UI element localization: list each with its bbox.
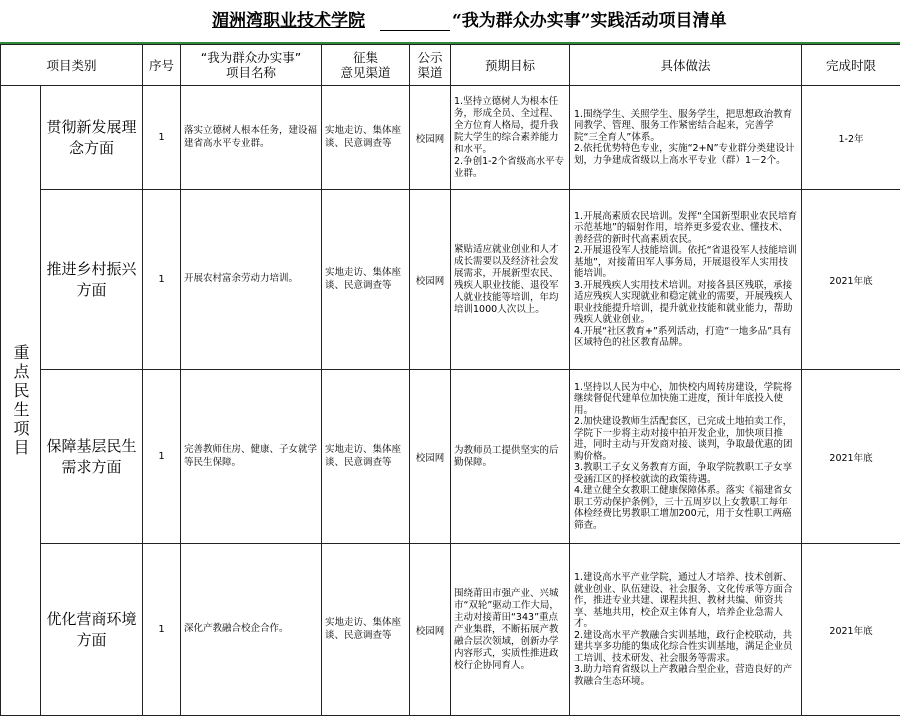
goal-cell: 为教师员工提供坚实的后勤保障。 [451,370,570,544]
measure-item: 1.建设高水平产业学院，通过人才培养、技术创新、就业创业、队伍建设、社会服务、文化传承等方面合作，推进专业共建、课程共担、教材共编、师资共享、基地共用，校企双主体育人，培养企业急需人才。 [574,572,793,629]
category-cell: 重点民生项目 [1,86,41,716]
project-name-cell: 落实立德树人根本任务，建设福建省高水平专业群。 [181,86,322,190]
measures-cell [570,86,802,190]
table-row [1,544,900,716]
seq-cell: 1 [143,370,181,544]
channel-cell: 实地走访、集体座谈、民意调查等 [322,190,410,370]
measure-item: 4.开展“社区教育+”系列活动，打造“一地多品”具有区域特色的社区教育品牌。 [574,325,792,348]
project-name-cell: 深化产教融合校企合作。 [181,544,322,716]
title-subject: “我为群众办实事”实践活动项目清单 [452,11,727,31]
subcategory-cell: 保障基层民生需求方面 [41,370,143,544]
project-name-cell: 开展农村富余劳动力培训。 [181,190,322,370]
header-row [1,45,900,86]
measure-item: 2.加快建设教师生活配套区，已完成土地拍卖工作，学院下一步将主动对接中拍开发企业，加快项目推进，同时主动与开发商对接、谈判，争取最优惠的团购价格。 [574,416,793,462]
time-cell: 2021年底 [802,544,900,716]
table-row [1,190,900,370]
measure-item: 2.建设高水平产教融合实训基地，政行企校联动，共建共享多功能的集成化综合性实训基地，满足企业员工培训、技术研发、社会服务等需求。 [574,629,793,664]
title-school: 湄洲湾职业技术学院 [212,11,365,31]
time-cell: 2021年底 [802,370,900,544]
time-cell: 2021年底 [802,190,900,370]
time-cell: 1-2年 [802,86,900,190]
seq-cell: 1 [143,544,181,716]
table-row [1,86,900,190]
subcategory-cell: 推进乡村振兴方面 [41,190,143,370]
header-category: 项目类别 [1,45,143,86]
publish-cell: 校园网 [410,544,451,716]
measure-item: 1.坚持以人民为中心，加快校内周转房建设，学院将继续督促代建单位加快施工进度，预计年底投入使用。 [574,381,793,416]
measure-item: 3.开展残疾人实用技术培训。对接各县区残联，承接适应残疾人实现就业和稳定就业的需要，开展残疾人职业技能提升培训，提升就业技能和就业能力，帮助残疾人就业创业。 [574,279,793,325]
measures-cell [570,190,802,370]
seq-cell: 1 [143,86,181,190]
header-name: “我为群众办实事” 项目名称 [181,45,322,86]
measure-item: 1.开展高素质农民培训。发挥“全国新型职业农民培育示范基地”的辐射作用，培养更多爱农业、懂技术、善经营的新时代高素质农民。 [574,210,798,245]
header-goal: 预期目标 [451,45,570,86]
measure-item: 4.建立健全女教职工健康保障体系。落实《福建省女职工劳动保护条例》，三十五周岁以上女教职工每年体检经费比男教职工增加200元，用于女性职工两癌筛查。 [574,485,793,531]
header-publish: 公示 渠道 [410,45,451,86]
header-seq: 序号 [143,45,181,86]
seq-cell: 1 [143,190,181,370]
measure-item: 1.围绕学生、关照学生、服务学生，把思想政治教育同教学、管理、服务工作紧密结合起来，完善学院“三全育人”体系。 [574,108,793,143]
publish-cell: 校园网 [410,370,451,544]
table-row [1,370,900,544]
measure-item: 2.开展退役军人技能培训。依托“省退役军人技能培训基地”，对接莆田军人事务局，开展退役军人实用技能培训。 [574,245,798,279]
measures-cell [570,370,802,544]
goal-cell: 围绕莆田市强产业、兴城市“双轮”驱动工作大局，主动对接莆田“343”重点产业集群，不断拓展产教融合层次领域，创新办学内容形式，实质性推进政校行企协同育人。 [451,544,570,716]
header-channel: 征集 意见渠道 [322,45,410,86]
subcategory-cell: 贯彻新发展理念方面 [41,86,143,190]
header-measures: 具体做法 [570,45,802,86]
measure-item: 2.依托优势特色专业，实施“2+N”专业群分类建设计划，力争建成省级以上高水平专业（群）1－2个。 [574,143,795,166]
project-table [0,44,900,716]
publish-cell: 校园网 [410,86,451,190]
subcategory-cell: 优化营商环境方面 [41,544,143,716]
measure-item: 3.助力培育省级以上产教融合型企业，营造良好的产教融合生态环境。 [574,664,793,687]
header-time: 完成时限 [802,45,900,86]
channel-cell: 实地走访、集体座谈、民意调查等 [322,86,410,190]
goal-cell: 紧贴适应就业创业和人才成长需要以及经济社会发展需求，开展新型农民、残疾人职业技能、退役军人就业技能等培训，年均培训1000人次以上。 [451,190,570,370]
title-underline [380,30,450,31]
measure-item: 3.教职工子女义务教育方面，争取学院教职工子女享受涵江区的择校就读的政策待遇。 [574,462,793,485]
project-name-cell: 完善教师住房、健康、子女就学等民生保障。 [181,370,322,544]
channel-cell: 实地走访、集体座谈、民意调查等 [322,544,410,716]
publish-cell: 校园网 [410,190,451,370]
channel-cell: 实地走访、集体座谈、民意调查等 [322,370,410,544]
goal-cell: 1.坚持立德树人为根本任务，形成全员、全过程、全方位育人格局，提升我院大学生的综合素养能力和水平。 2.争创1-2个省级高水平专业群。 [451,86,570,190]
measures-cell [570,544,802,716]
document-title [0,0,900,42]
